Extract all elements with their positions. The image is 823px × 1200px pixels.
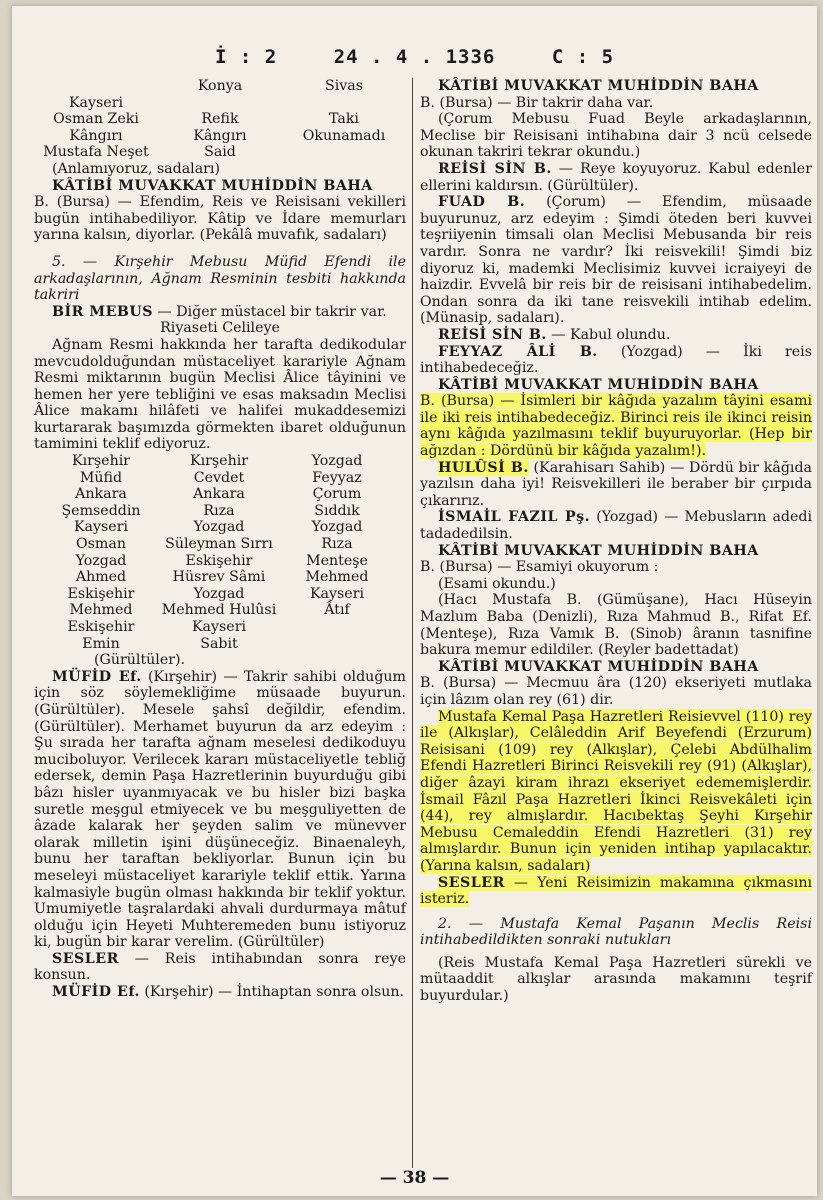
right-column [420,78,812,1005]
sig-cell: Refik [201,111,239,128]
speaker-name: FEYYAZ ÂLİ B. [438,343,598,360]
sig-cell: Yozgad [311,519,363,536]
speech-text: — Diğer müstacel bir takrir var. [153,303,387,320]
page-number: — 38 — [379,1168,450,1188]
sig-cell: Ahmed [75,569,127,586]
sig-cell: Konya [197,78,243,94]
sig-cell: Hüsrev Sâmi [172,569,266,586]
speaker-name: REİSİ SİN B. [438,326,547,343]
sig-cell: Çorum [312,486,362,503]
paragraph [420,327,812,344]
speaker-name: KÂTİBİ MUVAKKAT MUHİDDİN BAHA [52,177,373,194]
paragraph [420,194,812,327]
sig-cell: Feyyaz [312,469,362,486]
speaker-name: SESLER [438,874,505,891]
sig-cell: Kayseri [309,585,365,602]
sig-cell: Yozgad [193,585,245,602]
paragraph: (Hacı Mustafa B. (Gümüşane), Hacı Hüseyin Mazlum Baba (Denizli), Rıza Mahmud B., Rifat Ef. (Menteşe), Rıza Vamık B. (Sinob) âranın tasnifine bakura memur edildiler. (Reyler badettadat) [420,592,812,659]
sig-cell: Kayseri [68,94,124,111]
speech-text: — Reis intihabından sonra reye konsun. [34,950,406,984]
header-session: C : 5 [551,46,615,68]
sig-cell: Mehmed Hulûsi [161,602,277,619]
sig-cell: Âtıf [324,602,350,619]
highlighted-paragraph [420,709,812,875]
sig-cell: Osman Zeki [53,111,139,128]
signature-table-top [34,78,406,161]
agenda-item-5: 5. — Kırşehir Mebusu Müfid Efendi ile arkadaşlarının, Ağnam Resminin tesbiti hakkında takriri [34,253,406,304]
speaker-name: SESLER [52,950,119,967]
sig-cell: Sabit [200,635,238,652]
paragraph: (Gürültüler). [94,652,186,669]
paragraph [420,161,812,194]
page-header [12,46,817,68]
sig-cell: Sıddık [314,502,360,519]
header-date: 24 . 4 . 1336 [333,46,496,68]
sig-cell: Eskişehir [67,585,135,602]
speaker-name: KÂTİBİ MUVAKKAT MUHİDDİN BAHA [438,376,759,393]
speaker-name: MÜFİD Ef. [52,668,142,685]
sig-cell: Mehmed [69,602,133,619]
paragraph: B. (Bursa) — Bir takrir daha var. [420,94,654,111]
paragraph: (Esami okundu.) [438,575,556,592]
sig-cell: Ankara [193,486,245,503]
paragraph: B. (Bursa) — Efendim, Reis ve Reisisani vekilleri bugün intihabediliyor. Kâtip ve İdare memurları yarına kalsın, diyorlar. (Pekâlâ muvafık, sadaları) [34,194,406,244]
speaker-name: KÂTİBİ MUVAKKAT MUHİDDİN BAHA [438,658,759,675]
speaker-name: BİR MEBUS [52,303,153,320]
paragraph [34,984,406,1001]
sig-cell: Cevdet [193,469,245,486]
sig-cell [278,636,396,653]
speech-text: (Kırşehir) — Takrir sahibi olduğum için söz söylemekliğime müsaade buyurun. (Gürültüler). Mesele şahsî değildir, efendim. (Gürültüler). Merhamet buyurun da arz edeyim : Şu sırada her tarafta ağnam meselesi dedikoduyu muciboluyor. Verilecek kararı müstaceliyetle tebliğ edersek, demin Paşa Hazretlerinin buyurduğu gibi bâzı hisler uyanmıyacak ve bu hisler bizi başka suretle meşgul etmiyecek ve bu meşguliyetten de âzade kalarak her şeyden salim ve münevver olarak milletin işini düşüneceğiz. Binaenaleyh, bunu her taraftan bekliyorlar. Bunun için bu meseleyi müstaceliyet karariyle teklif ettik. Yarına kalmasiyle bugün olması hakkında bir teklif yoktur. Umumiyetle taşralardaki ahvali durdurmaya mâtuf olduğu için Heyeti Muhteremeden bunu istiyoruz ki, bugün bir karar verelim. (Gürültüler) [34,668,406,951]
speech-text: (Kırşehir) — İntihaptan sonra olsun. [139,984,405,1001]
sig-cell: Kırşehir [189,453,249,470]
sig-cell: Okunamadı [302,127,386,144]
sig-cell: Osman [76,536,126,553]
sig-cell: Yozgad [75,552,127,569]
sig-cell [278,619,396,636]
sig-cell: Rıza [321,536,353,553]
sig-cell: Ankara [75,486,127,503]
speaker-name: KÂTİBİ MUVAKKAT MUHİDDİN BAHA [438,542,759,559]
sig-cell: Süleyman Sırrı [165,536,273,553]
sig-cell: Taki [329,111,359,128]
sig-cell [282,144,406,161]
highlight: B. (Bursa) — İsimleri bir kâğıda yazalım tâyini esami ile iki reis intihabedeceğiz. Birinci reis ile ikinci reisin aynı kâğıda yazılmasını teklif buyuruyorlar. (Hep bir ağızdan : Dördünü bir kâğıda yazalım!). [420,393,812,460]
highlight: Mustafa Kemal Paşa Hazretleri Reisievvel (110) rey ile (Alkışlar), Celâleddin Arif Beyefendi (Erzurum) Reisisani (109) rey (Alkışlar), Çelebi Abdülhalim Efendi Hazretleri Birinci Reisvekili rey (91) (Alkışlar), diğer âzayi kiram ihrazı ekseriyet edememişlerdir. İsmail Fâzıl Paşa Hazretleri İkinci Reisvekâleti için (44), rey almışlardır. Hacıbektaş Şeyhi Kırşehir Mebusu Cemaleddin Efendi Hazretleri (31) rey almışlardır. Bunun için yeniden intihap yapılacaktır. (Yarına kalsın, sadaları) [420,708,812,874]
sig-cell: Mehmed [305,569,369,586]
address-line: Riyaseti Celileye [160,320,280,337]
sig-cell: Sivas [324,78,363,94]
sig-cell: Eskişehir [185,552,253,569]
speaker-name: REİSİ SİN B. [438,160,552,177]
speaker-name: İSMAİL FAZIL Pş. [438,509,591,526]
paragraph: (Çorum Mebusu Fuad Beyle arkadaşlarının, Meclise bir Reisisani intihabına dair 3 ncü celsede okunan takriri tekrar okundu.) [420,111,812,161]
sig-cell [34,78,158,95]
sig-cell: Kayseri [73,519,129,536]
speech-text: (Çorum) — Efendim, müsaade buyurunuz, arz edeyim : Şimdi öteden beri kuvvei teşriiyenin timsali olan Meclisi Mebusanda bir reis vardır. Sonra ne vardır? İki reisvekili! Şimdi biz diyoruz ki, mademki Meclisimiz kuvvei icraiyeyi de haizdir. Evvelâ bir reis bir de reisisani intihabedelim. Ondan sonra da iki tane reisvekili intihab edelim. (Münasip, sadaları). [420,194,812,327]
sig-cell: Yozgad [311,453,363,470]
takrir-text: Ağnam Resmi hakkında her tarafta dedikodular mevcudolduğundan müstaceliyet karariyle Ağnam Resmi miktarının bugün Meclisi Âlice tâyinini ve hemen her yere tebliğini ve esas maksadın Meclisi Âlice makamı hilâfeti ve halifei mukaddesemizi kurtararak başımızda görmekten ibaret olduğunun tamimini teklif ediyoruz. [34,336,406,453]
sig-cell: Rıza [203,502,235,519]
sig-cell [282,95,406,112]
paragraph: (Anlamıyoruz, sadaları) [52,160,221,177]
paragraph [34,304,406,321]
speech-text: — Kabul olundu. [546,326,671,343]
speech-text: — Reye koyuyoruz. Kabul edenler ellerini kaldırsın. (Gürültüler). [420,160,812,194]
paragraph [420,460,812,510]
speech-text: — Yeni Reisimizin makamına çıkmasını isteriz. [420,874,812,908]
paragraph: (Reis Mustafa Kemal Paşa Hazretleri sürekli ve mütaaddit alkışlar arasında makamını teşrif buyurdular.) [420,954,812,1005]
speech-text: (Yozgad) — İki reis intihabedeceğiz. [420,343,812,377]
sig-cell: Yozgad [193,519,245,536]
sig-cell: Kırşehir [71,453,131,470]
paragraph [34,669,406,951]
speaker-name: KÂTİBİ MUVAKKAT MUHİDDİN BAHA [438,78,759,94]
sig-cell: Menteşe [306,552,368,569]
speech-text: (Karahisarı Sahib) — Dördü bir kâğıda yazılsın daha iyi! Reisvekilleri ile beraber bir çırpıda çıkarırız. [420,459,812,509]
paragraph [420,875,812,908]
paragraph: B. (Bursa) — Esamiyi okuyorum : [420,559,659,576]
column-divider [412,78,413,1168]
speech-text: (Yozgad) — Mebusların adedi tadadedilsin. [420,509,813,543]
sig-cell: Kângırı [69,127,123,144]
highlighted-paragraph [420,393,812,459]
sig-cell: Said [204,144,236,161]
header-volume: İ : 2 [214,46,278,68]
speaker-name: FUAD B. [438,194,526,211]
sig-cell: Kayseri [191,619,247,635]
paragraph: B. (Bursa) — Mecmuu âra (120) ekseriyeti mutlaka için lâzım olan rey (61) dir. [420,675,812,708]
paragraph [420,509,812,542]
document-page [12,6,817,1196]
speaker-name: MÜFİD Ef. [52,984,140,1001]
agenda-item-2: 2. — Mustafa Kemal Paşanın Meclis Reisi intihabedildikten sonraki nutukları [420,915,812,949]
left-column [34,78,406,1001]
sig-cell: Mustafa Neşet [43,144,149,161]
sig-cell: Şemseddin [61,502,141,519]
sig-cell: Müfid [79,469,123,486]
sig-cell [158,95,282,112]
speaker-name: HULÛSİ B. [438,459,529,476]
signature-table [42,453,406,652]
sig-cell: Kângırı [193,127,247,144]
paragraph [34,951,406,984]
sig-cell: Emin [82,635,120,652]
paragraph [420,344,812,377]
sig-cell: Eskişehir [67,619,135,635]
